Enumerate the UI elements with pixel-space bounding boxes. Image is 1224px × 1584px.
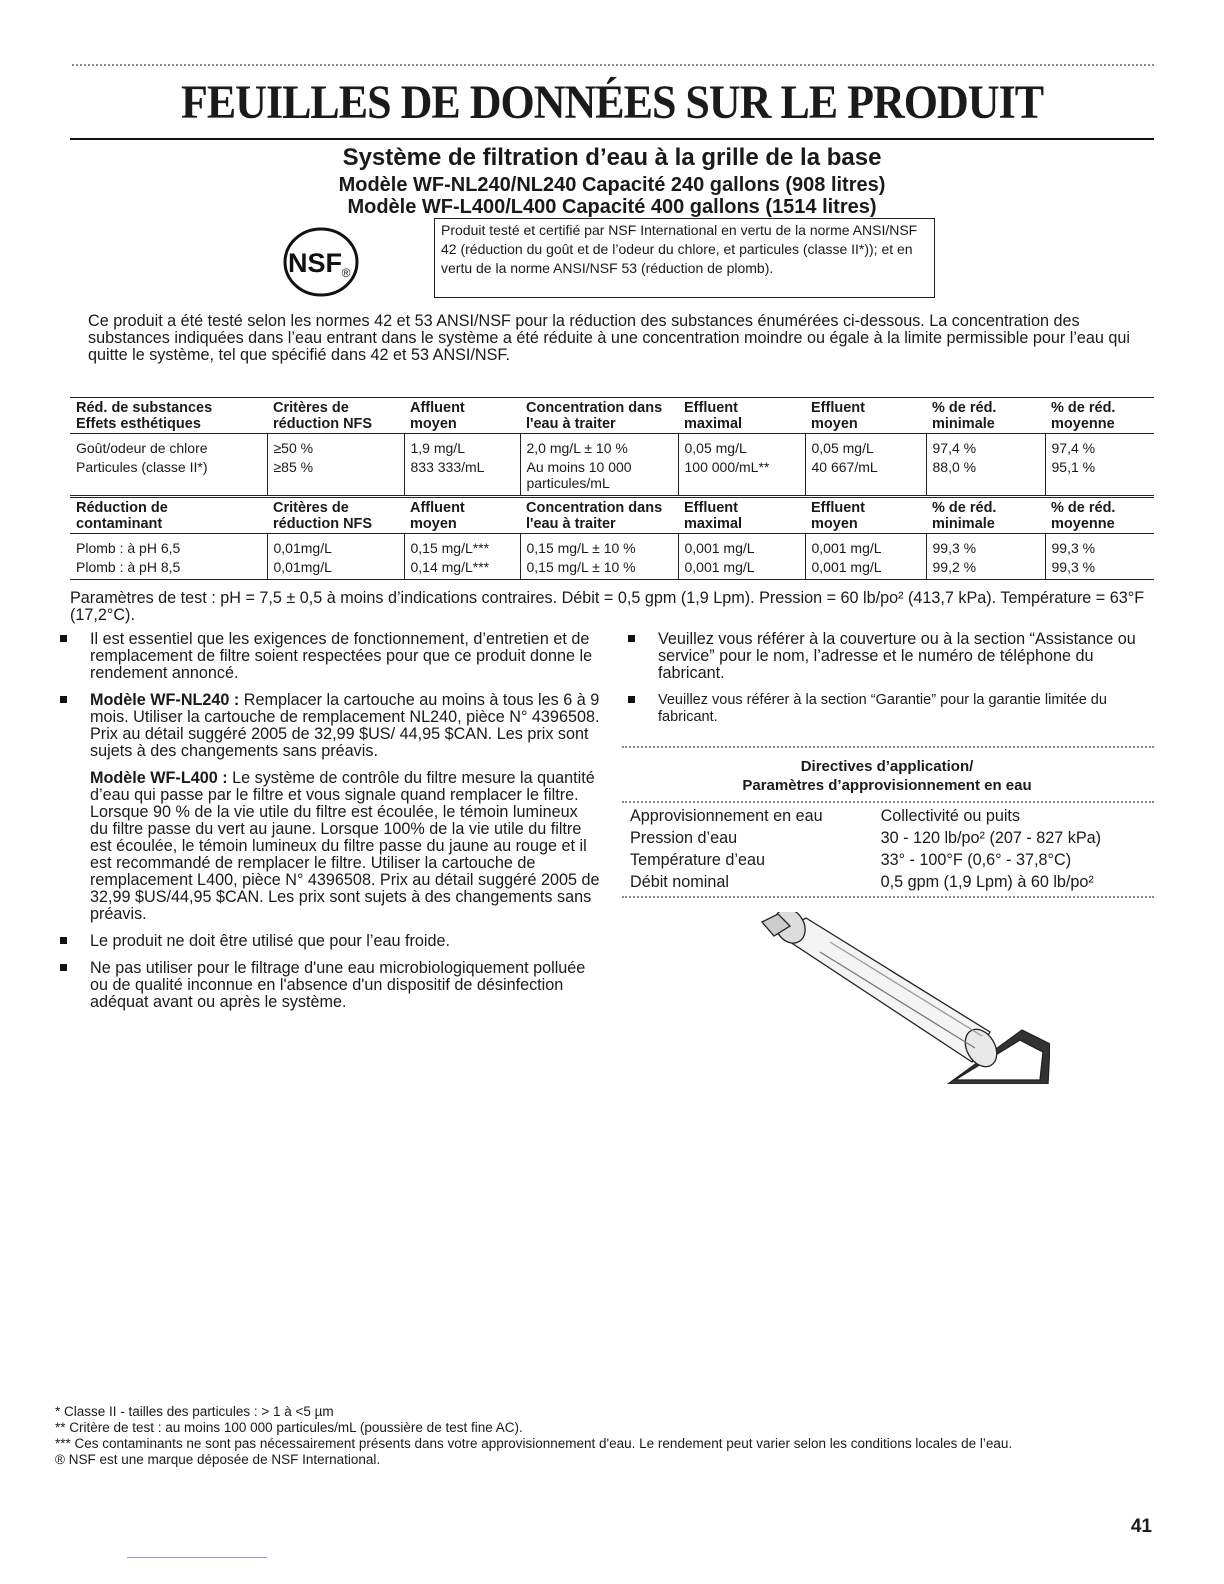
col-header: % de réd. minimale xyxy=(926,398,1045,434)
page-title: FEUILLES DE DONNÉES SUR LE PRODUIT xyxy=(180,76,1044,129)
list-item: Ne pas utiliser pour le filtrage d'une eau microbiologiquement polluée ou de qualité inconnue en l'absence d'un dispositif de désinfection adéquat avant ou après le système. xyxy=(60,960,600,1011)
table-header-row xyxy=(70,498,1154,534)
footnote: ® NSF est une marque déposée de NSF International. xyxy=(55,1452,381,1467)
col-header: Concentration dans l'eau à traiter xyxy=(520,398,678,434)
title-rule xyxy=(70,138,1154,140)
list-item: Veuillez vous référer à la section “Garantie” pour la garantie limitée du fabricant. xyxy=(628,692,1158,726)
directives-title: Directives d’application/ Paramètres d’approvisionnement en eau xyxy=(742,758,1032,794)
table-row: Goût/odeur de chlore ≥50 % 1,9 mg/L 2,0 mg/L ± 10 % 0,05 mg/L 0,05 mg/L 97,4 % 97,4 % xyxy=(70,434,1154,458)
col-header: Effluent moyen xyxy=(805,498,926,534)
page-number: 41 xyxy=(1130,1516,1152,1537)
section-subtitle: Système de filtration d’eau à la grille de la base xyxy=(342,144,882,171)
directives-bottom-rule xyxy=(622,896,1154,898)
col-header: Effluent maximal xyxy=(678,398,805,434)
table-row: Plomb : à pH 6,5 0,01mg/L 0,15 mg/L*** 0,15 mg/L ± 10 % 0,001 mg/L 0,001 mg/L 99,3 % 99,3 % xyxy=(70,534,1154,558)
table-row: Pression d’eau 30 - 120 lb/po² (207 - 827 kPa) xyxy=(630,829,1102,847)
col-header: Affluent moyen xyxy=(404,398,520,434)
col-header: % de réd. minimale xyxy=(926,498,1045,534)
col-header: Effluent maximal xyxy=(678,498,805,534)
intro-paragraph: Ce produit a été testé selon les normes 42 et 53 ANSI/NSF pour la réduction des substances énumérées ci-dessous. La concentration des substances indiquées dans l’eau entrant dans le système a été réduite à une concentration moindre ou égale à la limite permissible pour l’eau qui quitte le système, tel que spécifié dans 42 et 53 ANSI/NSF. xyxy=(88,312,1131,364)
col-header: % de réd. moyenne xyxy=(1045,498,1154,534)
nsf-logo-text: NSF xyxy=(288,248,342,278)
footnote: *** Ces contaminants ne sont pas nécessairement présents dans votre approvisionnement d'eau. Le rendement peut varier selon les conditions locales de l’eau. xyxy=(55,1436,1013,1451)
left-column xyxy=(60,631,600,1021)
col-header: Réd. de substances Effets esthétiques xyxy=(70,398,267,434)
right-column xyxy=(628,631,1158,736)
nsf-logo-mark: ® xyxy=(341,266,351,280)
list-item: Le produit ne doit être utilisé que pour l’eau froide. xyxy=(60,933,600,950)
list-item: Veuillez vous référer à la couverture ou à la section “Assistance ou service” pour le nom, l’adresse et le numéro de téléphone du fabricant. xyxy=(628,631,1158,682)
directives-mid-rule xyxy=(622,801,1154,803)
filter-cartridge-illustration xyxy=(760,912,1050,1084)
col-header: Concentration dans l'eau à traiter xyxy=(520,498,678,534)
bottom-link-rule xyxy=(127,1557,267,1558)
col-header: Réduction de contaminant xyxy=(70,498,267,534)
directives-top-rule xyxy=(622,746,1154,748)
footnotes xyxy=(55,1404,1155,1468)
col-header: Critères de réduction NFS xyxy=(267,498,404,534)
table-row: Approvisionnement en eau Collectivité ou puits xyxy=(630,807,1021,825)
col-header: Affluent moyen xyxy=(404,498,520,534)
list-item: Modèle WF-NL240 : Remplacer la cartouche au moins à tous les 6 à 9 mois. Utiliser la cartouche de remplacement NL240, pièce N° 4396508. Prix au détail suggéré 2005 de 32,99 $US/ 44,95 $CAN. Les prix sont sujets à des changements sans préavis. xyxy=(60,692,600,760)
list-item: Il est essentiel que les exigences de fonctionnement, d’entretien et de remplacement de filtre soient respectées pour que ce produit donne le rendement annoncé. xyxy=(60,631,600,682)
footnote: ** Critère de test : au moins 100 000 particules/mL (poussière de test fine AC). xyxy=(55,1420,523,1435)
table-row: Plomb : à pH 8,5 0,01mg/L 0,14 mg/L*** 0,15 mg/L ± 10 % 0,001 mg/L 0,001 mg/L 99,2 % 99,3 % xyxy=(70,557,1154,580)
directives-table xyxy=(620,805,1154,893)
table-header-row xyxy=(70,398,1154,434)
aesthetic-effects-table xyxy=(70,397,1154,496)
col-header: % de réd. moyenne xyxy=(1045,398,1154,434)
model-line-l400: Modèle WF-L400/L400 Capacité 400 gallons (1514 litres) xyxy=(347,196,877,218)
contaminant-reduction-table xyxy=(70,497,1154,580)
test-parameters: Paramètres de test : pH = 7,5 ± 0,5 à moins d’indications contraires. Débit = 0,5 gpm (1,9 Lpm). Pression = 60 lb/po² (413,7 kPa). Température = 63°F (17,2°C). xyxy=(70,589,1145,624)
table-row: Température d’eau 33° - 100°F (0,6° - 37,8°C) xyxy=(630,851,1072,869)
col-header: Effluent moyen xyxy=(805,398,926,434)
list-item-paragraph: Modèle WF-L400 : Le système de contrôle du filtre mesure la quantité d’eau qui passe par le filtre et vous signale quand remplacer le filtre. Lorsque 90 % de la vie utile du filtre est écoulée, le témoin lumineux du filtre passe du vert au jaune. Lorsque 100% de la vie utile du filtre est écoulée, le témoin lumineux du filtre passe du jaune au rouge et il est recommandé de remplacer le filtre. Utiliser la cartouche de remplacement L400, pièce N° 4396508. Prix au détail suggéré 2005 de 32,99 $US/44,95 $CAN. Les prix sont sujets à des changements sans préavis. xyxy=(90,769,600,923)
nsf-logo xyxy=(283,227,361,297)
col-header: Critères de réduction NFS xyxy=(267,398,404,434)
top-dotted-rule xyxy=(72,64,1154,66)
certification-box: Produit testé et certifié par NSF International en vertu de la norme ANSI/NSF 42 (réduction du goût et de l’odeur du chlore, et particules (classe II*)); et en vertu de la norme ANSI/NSF 53 (réduction de plomb). xyxy=(434,218,935,298)
footnote: * Classe II - tailles des particules : > 1 à <5 µm xyxy=(55,1404,334,1419)
table-row: Débit nominal 0,5 gpm (1,9 Lpm) à 60 lb/po² xyxy=(630,873,1094,891)
model-line-nl240: Modèle WF-NL240/NL240 Capacité 240 gallons (908 litres) xyxy=(338,174,886,196)
table-row: Particules (classe II*) ≥85 % 833 333/mL Au moins 10 000 particules/mL 100 000/mL** 40 667/mL 88,0 % 95,1 % xyxy=(70,457,1154,496)
